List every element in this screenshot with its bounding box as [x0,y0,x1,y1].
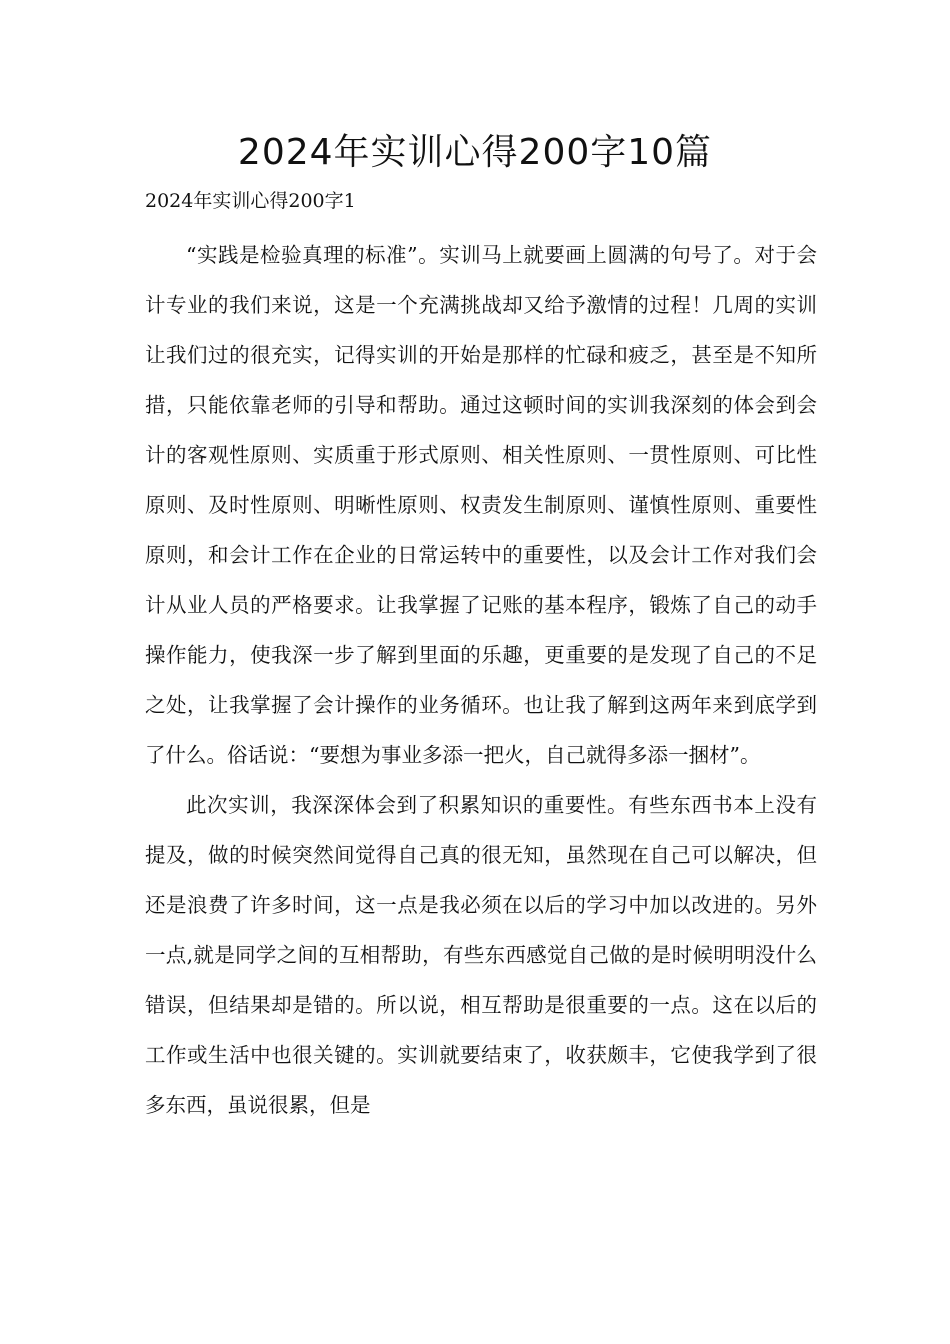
document-title: 2024年实训心得200字10篇 [237,132,713,173]
paragraph-1: “实践是检验真理的标准”。实训马上就要画上圆满的句号了。对于会计专业的我们来说，这是一个充满挑战却又给予激情的过程！几周的实训让我们过的很充实，记得实训的开始是那样的忙碌和疲乏，甚至是不知所措，只能依靠老师的引导和帮助。通过这顿时间的实训我深刻的体会到会计的客观性原则、实质重于形式原则、相关性原则、一贯性原则、可比性原则、及时性原则、明晰性原则、权责发生制原则、谨慎性原则、重要性原则，和会计工作在企业的日常运转中的重要性，以及会计工作对我们会计从业人员的严格要求。让我掌握了记账的基本程序，锻炼了自己的动手操作能力，使我深一步了解到里面的乐趣，更重要的是发现了自己的不足之处，让我掌握了会计操作的业务循环。也让我了解到这两年来到底学到了什么。俗话说：“要想为事业多添一把火，自己就得多添一捆材”。 [145,243,817,767]
paragraph-2: 此次实训，我深深体会到了积累知识的重要性。有些东西书本上没有提及，做的时候突然间觉得自己真的很无知，虽然现在自己可以解决，但还是浪费了许多时间，这一点是我必须在以后的学习中加以改进的。另外一点,就是同学之间的互相帮助，有些东西感觉自己做的是时候明明没什么错误，但结果却是错的。所以说，相互帮助是很重要的一点。这在以后的工作或生活中也很关键的。实训就要结束了，收获颇丰，它使我学到了很多东西，虽说很累，但是 [145,793,817,1117]
document-body [145,230,817,1130]
section-heading: 2024年实训心得200字1 [145,190,356,212]
